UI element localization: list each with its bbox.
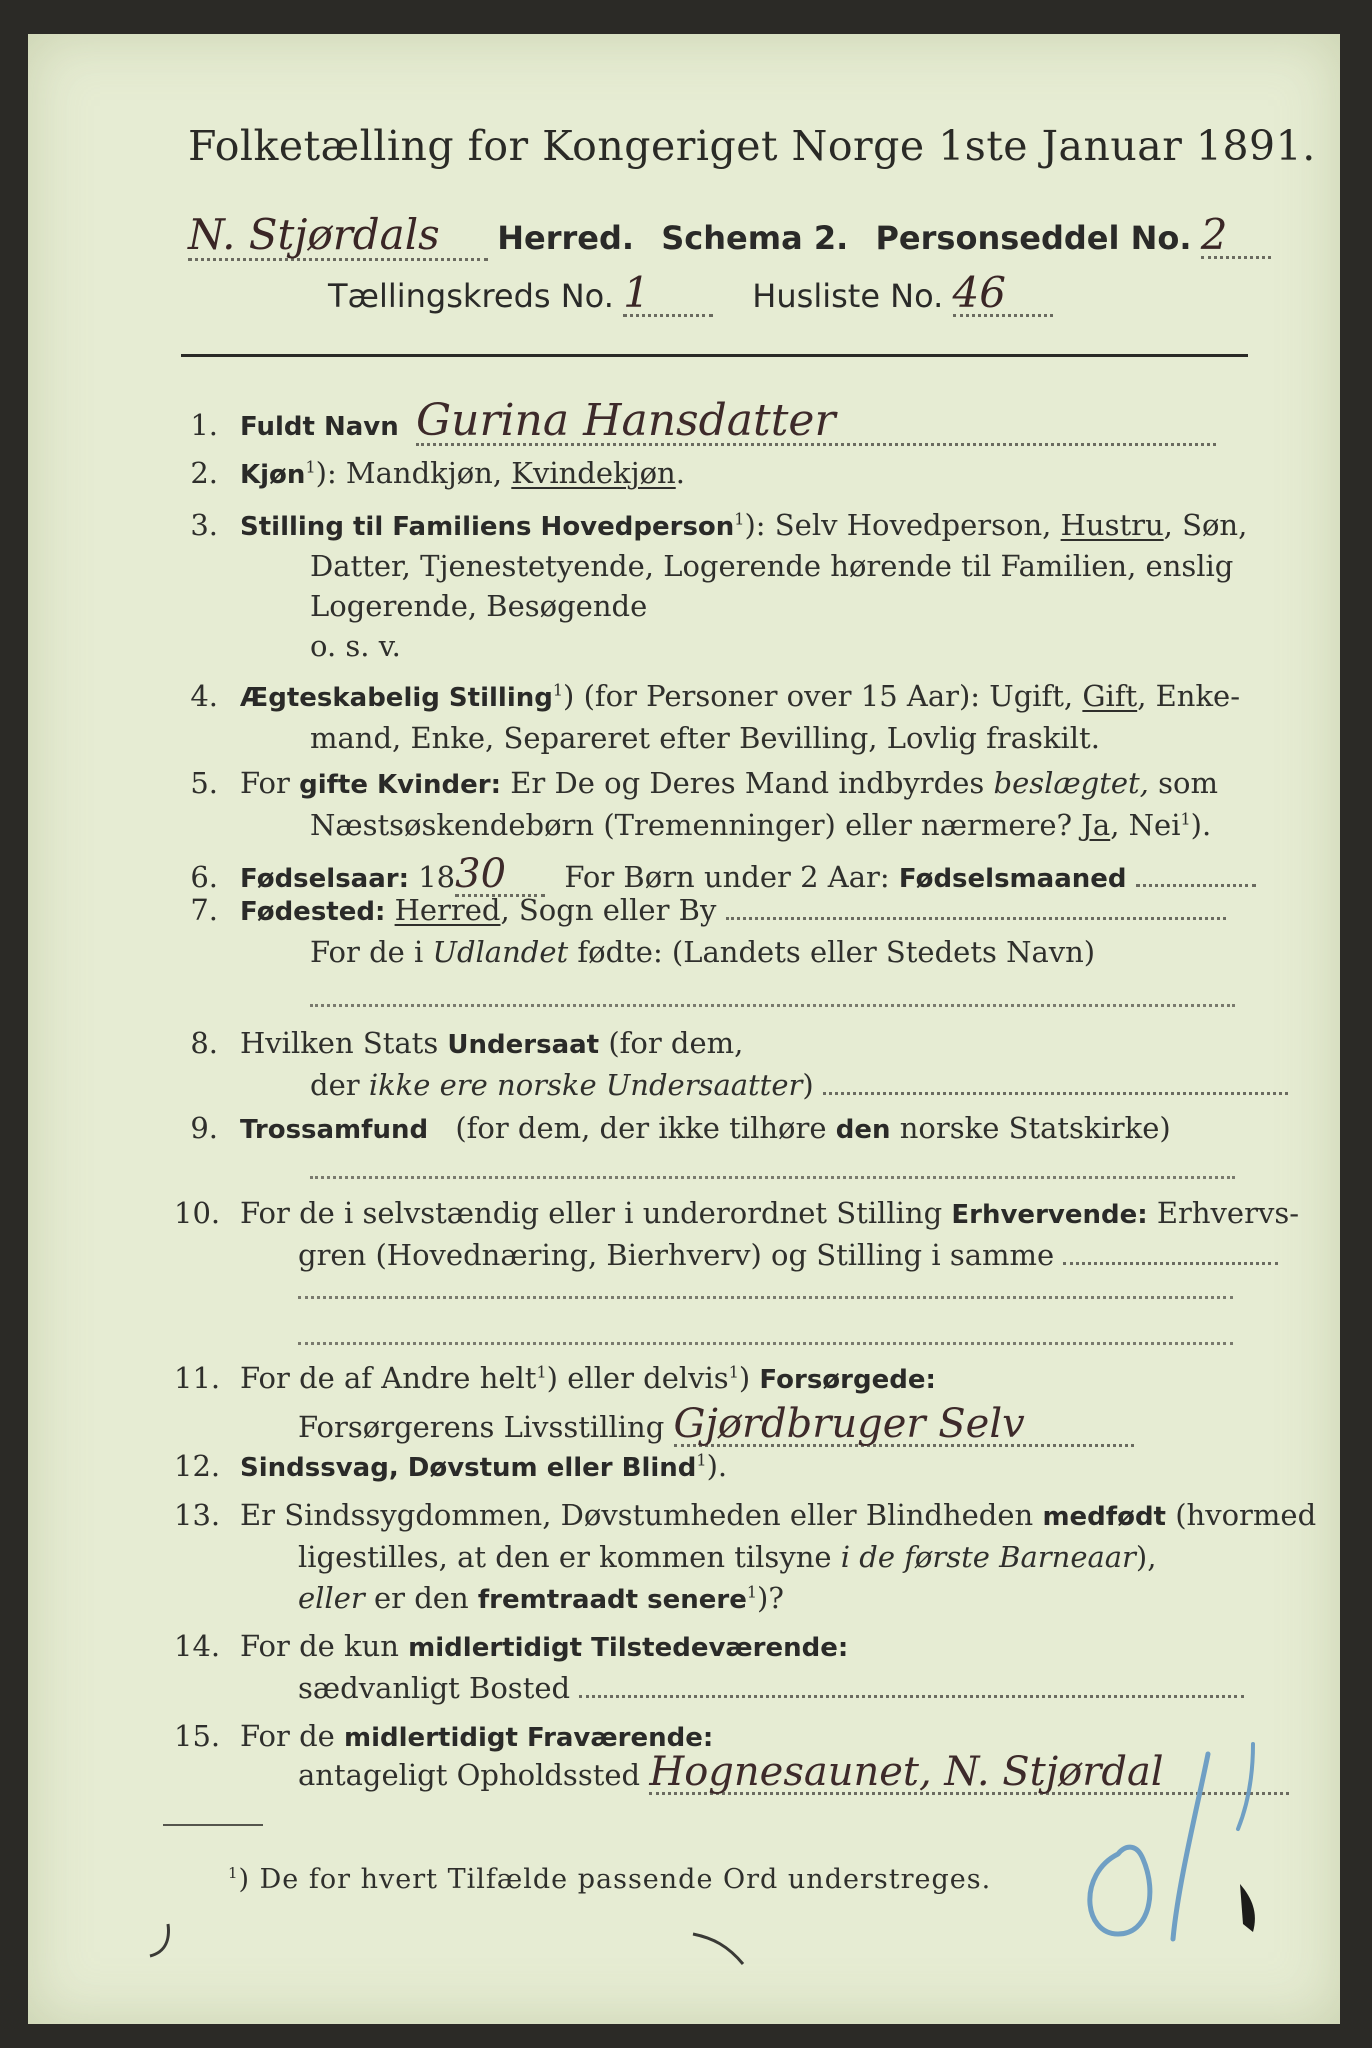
- item-10-end: Erhvervs-: [1156, 1196, 1300, 1230]
- birthplace-field: [726, 917, 1226, 920]
- item-15-pre: For de: [240, 1719, 335, 1753]
- husliste-label: Husliste No.: [752, 277, 944, 315]
- item-8-label: Undersaat: [447, 1030, 600, 1060]
- item-8-line-2: [310, 1068, 1288, 1102]
- item-4: [174, 679, 1241, 713]
- item-5-italic: beslægtet,: [993, 766, 1149, 800]
- item-3-line-2: Datter, Tjenestetyende, Logerende hørende til Familien, enslig: [310, 549, 1234, 583]
- item-13-label-2: fremtraadt senere: [477, 1585, 747, 1615]
- birth-year-value: 30: [455, 854, 545, 897]
- item-2-end: .: [675, 456, 685, 490]
- item-4-line-2: mand, Enke, Separeret efter Bevilling, Lovlig fraskilt.: [310, 721, 1100, 755]
- occupation-field: [1063, 1262, 1278, 1265]
- item-3-selected: Hustru: [1060, 508, 1164, 542]
- item-11-mid: ) eller delvis: [546, 1361, 729, 1395]
- item-10-label: Erhvervende:: [951, 1200, 1148, 1230]
- item-11-label: Forsørgede:: [759, 1365, 936, 1395]
- herred-label: Herred.: [497, 219, 635, 257]
- item-2-selected: Kvindekjøn: [511, 456, 676, 490]
- birth-month-field: [1136, 884, 1256, 887]
- birth-month-label: Fødselsmaaned: [898, 864, 1127, 894]
- item-8-rest: (for dem,: [608, 1026, 744, 1060]
- item-8-italic: ikke ere norske Undersaatter: [368, 1068, 803, 1102]
- husliste-value: 46: [953, 272, 1053, 317]
- item-10-line-2-text: gren (Hovednæring, Bierhverv) og Stilling i samme: [298, 1238, 1055, 1272]
- item-14-line-2: [298, 1671, 1244, 1705]
- footnote-marker: 1: [696, 1450, 707, 1470]
- blue-pencil-annotation: [1058, 1734, 1308, 1954]
- item-8: [174, 1026, 744, 1060]
- census-form: [28, 34, 1340, 2024]
- item-14-number: 14.: [174, 1629, 221, 1663]
- item-6-label: Fødselsaar:: [240, 864, 409, 894]
- supporter-occupation-value: Gjørdbruger Selv: [674, 1404, 1134, 1447]
- footnote-marker: 1: [734, 509, 745, 529]
- item-3-label: Stilling til Familiens Hovedperson: [240, 512, 735, 542]
- item-12-number: 12.: [174, 1449, 221, 1483]
- schema-label: Schema 2.: [661, 219, 849, 257]
- footnote-marker: 1: [1180, 809, 1191, 829]
- item-8-line-2-end: ): [802, 1068, 814, 1102]
- item-8-pre: Hvilken Stats: [240, 1026, 439, 1060]
- item-3-number: 3.: [190, 508, 218, 542]
- item-12: [174, 1449, 728, 1483]
- item-14-pre: For de kun: [240, 1629, 399, 1663]
- item-7-line-2-pre: For de i: [310, 935, 424, 969]
- nationality-field: [823, 1092, 1288, 1095]
- item-3: [174, 508, 1248, 542]
- header-rule: [181, 354, 1248, 357]
- item-9-label: Trossamfund: [240, 1115, 429, 1145]
- item-11-line-2: [298, 1401, 1134, 1447]
- footnote-marker: 1: [552, 680, 564, 700]
- item-7-options: , Sogn eller By: [500, 893, 717, 927]
- item-2: [174, 456, 685, 490]
- item-2-label: Kjøn: [240, 460, 306, 490]
- personseddel-label: Personseddel No.: [875, 219, 1192, 257]
- item-14-label: midlertidigt Tilstedeværende:: [408, 1633, 849, 1663]
- item-9-bold: den: [835, 1115, 891, 1145]
- item-7-label: Fødested:: [240, 897, 386, 927]
- item-13-italic: i de første Barneaar: [840, 1540, 1136, 1574]
- usual-residence-label: sædvanligt Bosted: [298, 1671, 571, 1705]
- item-4-end: , Enke-: [1137, 679, 1241, 713]
- item-7-line-2-post: fødte: (Landets eller Stedets Navn): [577, 935, 1096, 969]
- item-8-number: 8.: [190, 1026, 218, 1060]
- item-1: [174, 395, 1216, 446]
- item-15-label: midlertidigt Fraværende:: [344, 1723, 714, 1753]
- item-7-italic: Udlandet: [432, 935, 569, 969]
- item-4-options: ) (for Personer over 15 Aar): Ugift,: [563, 679, 1074, 713]
- item-5-question: Er De og Deres Mand indbyrdes: [510, 766, 985, 800]
- item-4-number: 4.: [190, 679, 218, 713]
- item-13-number: 13.: [174, 1498, 221, 1532]
- item-5-line-2-text: Næstsøskendebørn (Tremenninger) eller nærmere?: [310, 808, 1073, 842]
- item-10: [174, 1196, 1300, 1230]
- item-7-line-2: [310, 935, 1096, 969]
- item-7: [174, 893, 1226, 927]
- footnote-marker: 1: [305, 457, 316, 477]
- footnote-marker: 1: [728, 1362, 739, 1382]
- item-3-options: ): Selv Hovedperson,: [744, 508, 1052, 542]
- footnote: [228, 1866, 991, 1893]
- item-9-number: 9.: [190, 1111, 218, 1145]
- item-13-label: medfødt: [1042, 1502, 1166, 1532]
- item-13-line-3-text: er den: [373, 1581, 469, 1615]
- item-2-number: 2.: [190, 456, 218, 490]
- item-10-number: 10.: [174, 1196, 221, 1230]
- item-13-line-3-end: )?: [757, 1581, 784, 1615]
- kreds-label: Tællingskreds No.: [328, 277, 614, 315]
- item-6: [174, 851, 1256, 897]
- usual-residence-field: [579, 1695, 1244, 1698]
- item-5-number: 5.: [190, 766, 218, 800]
- item-5: [174, 766, 1218, 800]
- pen-mark: [688, 1924, 768, 1974]
- item-1-label: Fuldt Navn: [240, 412, 399, 442]
- item-15-number: 15.: [174, 1719, 221, 1753]
- footnote-marker: 1: [746, 1582, 758, 1602]
- item-5-line-2-end: ).: [1190, 808, 1212, 842]
- personseddel-value: 2: [1201, 214, 1271, 259]
- item-1-number: 1.: [190, 408, 218, 442]
- item-5-label: gifte Kvinder:: [299, 770, 502, 800]
- item-13-line-2-text: ligestilles, at den er kommen tilsyne: [298, 1540, 832, 1574]
- temporary-residence-label: antageligt Opholdssted: [298, 1758, 641, 1792]
- item-13-rest: (hvormed: [1175, 1498, 1317, 1532]
- herred-value: N. Stjørdals: [188, 214, 488, 261]
- pen-mark: [138, 1914, 198, 1974]
- item-9: [174, 1111, 1171, 1145]
- item-8-line-2-pre: der: [310, 1068, 360, 1102]
- footnote-marker: 1: [228, 1864, 239, 1882]
- item-3-line-4: o. s. v.: [310, 629, 401, 663]
- item-5-pre: For: [240, 766, 290, 800]
- item-7-blank-line: [310, 1004, 1235, 1007]
- item-9-text: (for dem, der ikke tilhøre: [455, 1111, 827, 1145]
- form-title: Folketælling for Kongeriget Norge 1ste Januar 1891.: [188, 122, 1316, 170]
- item-11-post: ): [738, 1361, 751, 1395]
- kreds-value: 1: [623, 272, 713, 317]
- item-9-end: norske Statskirke): [899, 1111, 1171, 1145]
- item-11-pre: For de af Andre helt: [240, 1361, 537, 1395]
- item-10-line-2: [298, 1238, 1278, 1272]
- item-3-end: , Søn,: [1163, 508, 1248, 542]
- birth-year-prefix: 18: [418, 860, 456, 894]
- item-2-options: ): Mandkjøn,: [315, 456, 503, 490]
- footnote-text: ) De for hvert Tilfælde passende Ord understreges.: [238, 1864, 992, 1895]
- item-6-infant-text: For Børn under 2 Aar:: [564, 860, 890, 894]
- occupation-blank-line-2: [298, 1342, 1233, 1345]
- item-11: [174, 1361, 936, 1395]
- item-4-label: Ægteskabelig Stilling: [240, 683, 553, 713]
- item-12-label: Sindssvag, Døvstum eller Blind: [240, 1453, 697, 1483]
- item-11-number: 11.: [174, 1361, 221, 1395]
- item-3-line-3: Logerende, Besøgende: [310, 589, 648, 623]
- header-line-kreds: [328, 268, 1053, 317]
- header-line-herred: [188, 210, 1271, 261]
- item-13: [174, 1498, 1317, 1532]
- occupation-blank-line-1: [298, 1296, 1233, 1299]
- footnote-rule: [163, 1824, 263, 1826]
- item-6-number: 6.: [190, 860, 218, 894]
- religion-field: [310, 1176, 1235, 1179]
- item-5-selected: Ja: [1081, 808, 1111, 842]
- footnote-marker: 1: [536, 1362, 547, 1382]
- item-13-line-3: [298, 1581, 784, 1615]
- item-13-pre: Er Sindssygdommen, Døvstumheden eller Blindheden: [240, 1498, 1034, 1532]
- supporter-occupation-label: Forsørgerens Livsstilling: [298, 1410, 665, 1444]
- temporary-residence-value: Hognesaunet, N. Stjørdal: [649, 1752, 1289, 1795]
- item-5-line-2: [310, 808, 1212, 842]
- item-7-number: 7.: [190, 893, 218, 927]
- item-12-end: ).: [706, 1449, 728, 1483]
- item-13-italic-eller: eller: [298, 1581, 365, 1615]
- item-13-line-2-end: ),: [1135, 1540, 1157, 1574]
- item-5-end: som: [1158, 766, 1218, 800]
- item-13-line-2: [298, 1540, 1157, 1574]
- item-14: [174, 1629, 849, 1663]
- item-10-pre: For de i selvstændig eller i underordnet Stilling: [240, 1196, 943, 1230]
- full-name-value: Gurina Hansdatter: [416, 399, 1216, 446]
- item-5-option-nei: , Nei: [1110, 808, 1181, 842]
- item-7-selected: Herred: [394, 893, 501, 927]
- item-15: [174, 1719, 714, 1753]
- item-4-selected: Gift: [1082, 679, 1138, 713]
